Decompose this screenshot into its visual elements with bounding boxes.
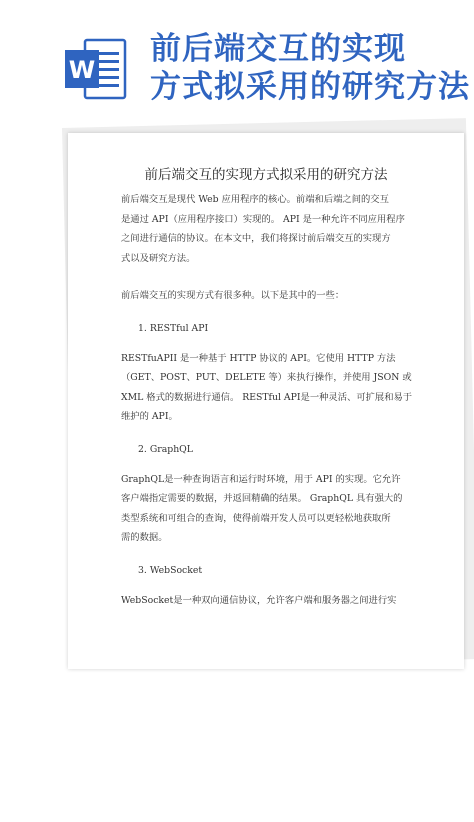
banner <box>0 0 474 120</box>
banner-title-line-2: 方式拟采用的研究方法 <box>150 69 470 105</box>
intro-line: 之间进行通信的协议。在本文中，我们将探讨前后端交互的实现方 <box>121 233 391 245</box>
document-page <box>68 133 464 669</box>
section-heading-websocket: 3. WebSocket <box>138 564 203 576</box>
word-icon-letter: W <box>68 56 96 84</box>
word-document-icon <box>63 36 129 102</box>
document-title: 前后端交互的实现方式拟采用的研究方法 <box>144 167 388 183</box>
banner-title <box>150 30 470 106</box>
intro-line: 是通过 API（应用程序接口）实现的。 API 是一种允许不同应用程序 <box>121 213 405 225</box>
section-line: RESTfuAPII 是一种基于 HTTP 协议的 API。它使用 HTTP 方法 <box>121 352 396 364</box>
overview-paragraph: 前后端交互的实现方式有很多种。以下是其中的一些： <box>121 290 345 302</box>
banner-title-line-1: 前后端交互的实现 <box>150 31 406 67</box>
section-line: 类型系统和可组合的查询，使得前端开发人员可以更轻松地获取所 <box>121 512 391 524</box>
section-line: GraphQL是一种查询语言和运行时环境，用于 API 的实现。它允许 <box>121 473 401 485</box>
intro-line: 式以及研究方法。 <box>121 252 196 264</box>
section-line: 客户端指定需要的数据，并返回精确的结果。 GraphQL 具有强大的 <box>121 493 403 505</box>
section-line: 需的数据。 <box>121 532 168 544</box>
document-body <box>121 190 421 610</box>
section-line: （GET、POST、PUT、DELETE 等）来执行操作，并使用 JSON 或 <box>121 372 412 384</box>
section-heading-graphql: 2. GraphQL <box>138 443 193 455</box>
intro-line: 前后端交互是现代 Web 应用程序的核心。前端和后端之间的交互 <box>121 194 389 205</box>
section-line: XML 格式的数据进行通信。 RESTful API是一种灵活、可扩展和易于 <box>121 391 413 403</box>
section-heading-restful: 1. RESTful API <box>138 322 209 334</box>
section-line: 维护的 API。 <box>121 411 178 423</box>
section-line: WebSocket是一种双向通信协议，允许客户端和服务器之间进行实 <box>121 594 397 606</box>
